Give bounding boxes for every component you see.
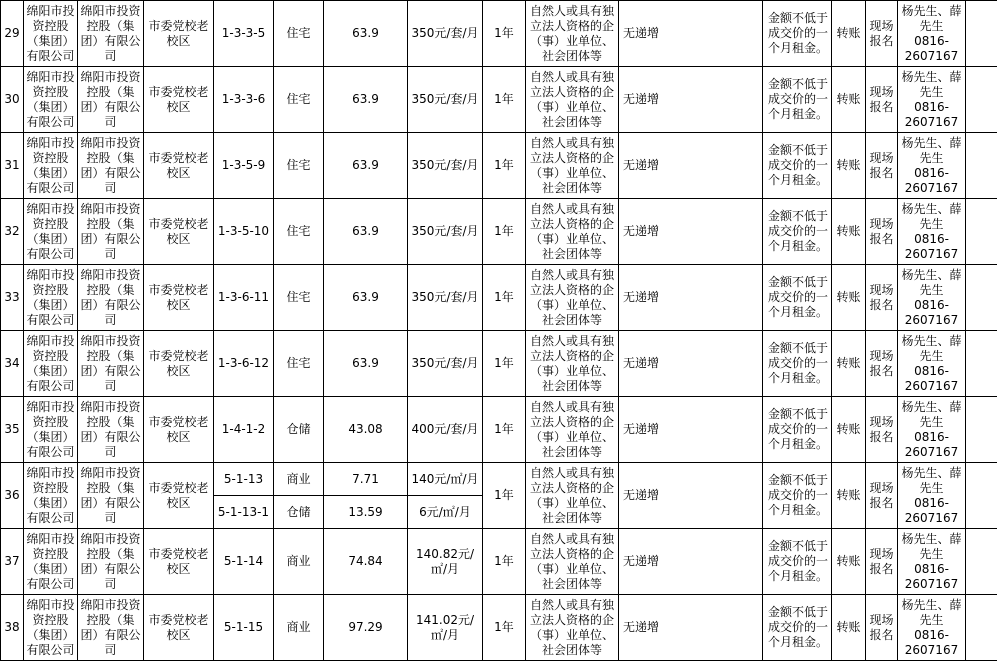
cell-note	[966, 67, 997, 133]
cell-company-1: 绵阳市投资控股（集团）有限公司	[24, 265, 78, 331]
cell-payment: 转账	[832, 463, 866, 529]
cell-company-2: 绵阳市投资控股（集团）有限公司	[78, 595, 144, 661]
cell-eligibility: 自然人或具有独立法人资格的企（事）业单位、社会团体等	[526, 331, 619, 397]
cell-eligibility: 自然人或具有独立法人资格的企（事）业单位、社会团体等	[526, 397, 619, 463]
cell-type: 住宅	[274, 199, 324, 265]
cell-payment: 转账	[832, 529, 866, 595]
contact-phone: 0816-2607167	[904, 99, 959, 129]
cell-eligibility: 自然人或具有独立法人资格的企（事）业单位、社会团体等	[526, 529, 619, 595]
cell-term: 1年	[483, 133, 526, 199]
contact-name: 杨先生、薛先生	[901, 399, 962, 429]
cell-price: 350元/套/月	[408, 1, 483, 67]
cell-unit: 5-1-13	[214, 463, 274, 496]
cell-type: 住宅	[274, 1, 324, 67]
cell-company-2: 绵阳市投资控股（集团）有限公司	[78, 397, 144, 463]
cell-term: 1年	[483, 529, 526, 595]
cell-eligibility: 自然人或具有独立法人资格的企（事）业单位、社会团体等	[526, 67, 619, 133]
contact-name: 杨先生、薛先生	[901, 465, 962, 495]
cell-deposit: 金额不低于成交价的一个月租金。	[763, 133, 832, 199]
cell-area: 63.9	[324, 265, 408, 331]
cell-company-1: 绵阳市投资控股（集团）有限公司	[24, 1, 78, 67]
cell-eligibility: 自然人或具有独立法人资格的企（事）业单位、社会团体等	[526, 265, 619, 331]
contact-name: 杨先生、薛先生	[901, 201, 962, 231]
cell-term: 1年	[483, 67, 526, 133]
cell-area: 63.9	[324, 199, 408, 265]
cell-term: 1年	[483, 463, 526, 529]
cell-increase: 无递增	[619, 595, 763, 661]
cell-location: 市委党校老校区	[144, 133, 214, 199]
cell-payment: 转账	[832, 1, 866, 67]
cell-deposit: 金额不低于成交价的一个月租金。	[763, 67, 832, 133]
cell-company-2: 绵阳市投资控股（集团）有限公司	[78, 529, 144, 595]
contact-phone: 0816-2607167	[904, 165, 959, 195]
cell-increase: 无递增	[619, 1, 763, 67]
cell-deposit: 金额不低于成交价的一个月租金。	[763, 397, 832, 463]
cell-price: 350元/套/月	[408, 331, 483, 397]
cell-price: 141.02元/㎡/月	[408, 595, 483, 661]
cell-term: 1年	[483, 265, 526, 331]
table-row	[1, 199, 997, 265]
cell-seq: 30	[1, 67, 24, 133]
cell-company-1: 绵阳市投资控股（集团）有限公司	[24, 463, 78, 529]
cell-seq: 34	[1, 331, 24, 397]
cell-company-2: 绵阳市投资控股（集团）有限公司	[78, 199, 144, 265]
cell-unit: 1-3-6-11	[214, 265, 274, 331]
cell-registration: 现场报名	[866, 397, 898, 463]
cell-deposit: 金额不低于成交价的一个月租金。	[763, 331, 832, 397]
cell-price: 350元/套/月	[408, 67, 483, 133]
cell-location: 市委党校老校区	[144, 463, 214, 529]
cell-term: 1年	[483, 595, 526, 661]
cell-increase: 无递增	[619, 133, 763, 199]
cell-deposit: 金额不低于成交价的一个月租金。	[763, 463, 832, 529]
cell-deposit: 金额不低于成交价的一个月租金。	[763, 595, 832, 661]
cell-registration: 现场报名	[866, 265, 898, 331]
contact-phone: 0816-2607167	[904, 429, 959, 459]
cell-type: 仓储	[274, 397, 324, 463]
table-row	[1, 67, 997, 133]
cell-eligibility: 自然人或具有独立法人资格的企（事）业单位、社会团体等	[526, 1, 619, 67]
cell-company-2: 绵阳市投资控股（集团）有限公司	[78, 331, 144, 397]
cell-payment: 转账	[832, 67, 866, 133]
table-row	[1, 595, 997, 661]
cell-unit: 5-1-15	[214, 595, 274, 661]
cell-payment: 转账	[832, 199, 866, 265]
cell-price: 350元/套/月	[408, 265, 483, 331]
cell-contact	[898, 1, 966, 67]
cell-term: 1年	[483, 1, 526, 67]
contact-name: 杨先生、薛先生	[901, 69, 962, 99]
contact-phone: 0816-2607167	[904, 561, 959, 591]
cell-contact	[898, 595, 966, 661]
cell-registration: 现场报名	[866, 133, 898, 199]
cell-company-1: 绵阳市投资控股（集团）有限公司	[24, 199, 78, 265]
cell-note	[966, 1, 997, 67]
cell-company-2: 绵阳市投资控股（集团）有限公司	[78, 463, 144, 529]
cell-registration: 现场报名	[866, 199, 898, 265]
cell-price: 6元/㎡/月	[408, 496, 483, 529]
cell-price: 350元/套/月	[408, 133, 483, 199]
cell-unit: 1-4-1-2	[214, 397, 274, 463]
cell-unit: 1-3-6-12	[214, 331, 274, 397]
cell-increase: 无递增	[619, 265, 763, 331]
contact-phone: 0816-2607167	[904, 627, 959, 657]
cell-registration: 现场报名	[866, 1, 898, 67]
cell-contact	[898, 67, 966, 133]
table-row	[1, 265, 997, 331]
cell-contact	[898, 331, 966, 397]
table-row	[1, 1, 997, 67]
cell-payment: 转账	[832, 397, 866, 463]
cell-unit: 1-3-5-10	[214, 199, 274, 265]
cell-contact	[898, 529, 966, 595]
cell-location: 市委党校老校区	[144, 265, 214, 331]
cell-company-1: 绵阳市投资控股（集团）有限公司	[24, 595, 78, 661]
cell-area: 43.08	[324, 397, 408, 463]
cell-payment: 转账	[832, 595, 866, 661]
cell-area: 13.59	[324, 496, 408, 529]
cell-unit: 1-3-3-6	[214, 67, 274, 133]
cell-note	[966, 595, 997, 661]
cell-registration: 现场报名	[866, 331, 898, 397]
cell-area: 63.9	[324, 67, 408, 133]
cell-area: 63.9	[324, 1, 408, 67]
cell-area: 63.9	[324, 331, 408, 397]
cell-unit: 5-1-14	[214, 529, 274, 595]
cell-location: 市委党校老校区	[144, 529, 214, 595]
cell-payment: 转账	[832, 133, 866, 199]
cell-increase: 无递增	[619, 331, 763, 397]
cell-note	[966, 133, 997, 199]
cell-company-1: 绵阳市投资控股（集团）有限公司	[24, 67, 78, 133]
cell-price: 140元/㎡/月	[408, 463, 483, 496]
contact-name: 杨先生、薛先生	[901, 531, 962, 561]
cell-unit: 5-1-13-1	[214, 496, 274, 529]
cell-company-2: 绵阳市投资控股（集团）有限公司	[78, 265, 144, 331]
table-row	[1, 397, 997, 463]
table-row	[1, 463, 997, 496]
cell-deposit: 金额不低于成交价的一个月租金。	[763, 265, 832, 331]
cell-seq: 35	[1, 397, 24, 463]
cell-area: 97.29	[324, 595, 408, 661]
cell-seq: 37	[1, 529, 24, 595]
cell-type: 商业	[274, 463, 324, 496]
cell-deposit: 金额不低于成交价的一个月租金。	[763, 529, 832, 595]
contact-phone: 0816-2607167	[904, 33, 959, 63]
cell-type: 商业	[274, 529, 324, 595]
cell-eligibility: 自然人或具有独立法人资格的企（事）业单位、社会团体等	[526, 463, 619, 529]
cell-seq: 29	[1, 1, 24, 67]
cell-eligibility: 自然人或具有独立法人资格的企（事）业单位、社会团体等	[526, 199, 619, 265]
cell-type: 住宅	[274, 133, 324, 199]
cell-price: 400元/套/月	[408, 397, 483, 463]
cell-price: 140.82元/㎡/月	[408, 529, 483, 595]
cell-type: 住宅	[274, 331, 324, 397]
cell-location: 市委党校老校区	[144, 397, 214, 463]
cell-term: 1年	[483, 331, 526, 397]
cell-registration: 现场报名	[866, 67, 898, 133]
contact-name: 杨先生、薛先生	[901, 333, 962, 363]
cell-increase: 无递增	[619, 463, 763, 529]
cell-price: 350元/套/月	[408, 199, 483, 265]
cell-increase: 无递增	[619, 397, 763, 463]
cell-payment: 转账	[832, 331, 866, 397]
cell-contact	[898, 463, 966, 529]
table-row	[1, 133, 997, 199]
cell-increase: 无递增	[619, 67, 763, 133]
cell-seq: 36	[1, 463, 24, 529]
cell-deposit: 金额不低于成交价的一个月租金。	[763, 199, 832, 265]
cell-increase: 无递增	[619, 199, 763, 265]
cell-location: 市委党校老校区	[144, 199, 214, 265]
contact-phone: 0816-2607167	[904, 495, 959, 525]
cell-company-2: 绵阳市投资控股（集团）有限公司	[78, 1, 144, 67]
cell-type: 住宅	[274, 67, 324, 133]
cell-contact	[898, 265, 966, 331]
cell-deposit: 金额不低于成交价的一个月租金。	[763, 1, 832, 67]
cell-seq: 38	[1, 595, 24, 661]
cell-area: 7.71	[324, 463, 408, 496]
cell-company-2: 绵阳市投资控股（集团）有限公司	[78, 133, 144, 199]
table-row	[1, 331, 997, 397]
cell-note	[966, 199, 997, 265]
cell-registration: 现场报名	[866, 595, 898, 661]
cell-seq: 32	[1, 199, 24, 265]
cell-location: 市委党校老校区	[144, 331, 214, 397]
cell-note	[966, 397, 997, 463]
contact-phone: 0816-2607167	[904, 297, 959, 327]
contact-name: 杨先生、薛先生	[901, 3, 962, 33]
cell-unit: 1-3-5-9	[214, 133, 274, 199]
contact-phone: 0816-2607167	[904, 363, 959, 393]
cell-contact	[898, 133, 966, 199]
cell-location: 市委党校老校区	[144, 67, 214, 133]
cell-note	[966, 463, 997, 529]
cell-registration: 现场报名	[866, 529, 898, 595]
cell-term: 1年	[483, 397, 526, 463]
cell-note	[966, 529, 997, 595]
cell-company-1: 绵阳市投资控股（集团）有限公司	[24, 133, 78, 199]
cell-contact	[898, 199, 966, 265]
cell-unit: 1-3-3-5	[214, 1, 274, 67]
cell-note	[966, 265, 997, 331]
cell-registration: 现场报名	[866, 463, 898, 529]
cell-company-1: 绵阳市投资控股（集团）有限公司	[24, 331, 78, 397]
cell-company-1: 绵阳市投资控股（集团）有限公司	[24, 397, 78, 463]
cell-payment: 转账	[832, 265, 866, 331]
cell-company-2: 绵阳市投资控股（集团）有限公司	[78, 67, 144, 133]
cell-seq: 31	[1, 133, 24, 199]
cell-type: 商业	[274, 595, 324, 661]
contact-name: 杨先生、薛先生	[901, 597, 962, 627]
contact-name: 杨先生、薛先生	[901, 135, 962, 165]
cell-location: 市委党校老校区	[144, 1, 214, 67]
cell-company-1: 绵阳市投资控股（集团）有限公司	[24, 529, 78, 595]
table-row	[1, 529, 997, 595]
cell-increase: 无递增	[619, 529, 763, 595]
cell-location: 市委党校老校区	[144, 595, 214, 661]
cell-eligibility: 自然人或具有独立法人资格的企（事）业单位、社会团体等	[526, 595, 619, 661]
cell-seq: 33	[1, 265, 24, 331]
cell-type: 仓储	[274, 496, 324, 529]
cell-area: 74.84	[324, 529, 408, 595]
cell-note	[966, 331, 997, 397]
cell-eligibility: 自然人或具有独立法人资格的企（事）业单位、社会团体等	[526, 133, 619, 199]
cell-term: 1年	[483, 199, 526, 265]
contact-name: 杨先生、薛先生	[901, 267, 962, 297]
cell-type: 住宅	[274, 265, 324, 331]
cell-contact	[898, 397, 966, 463]
contact-phone: 0816-2607167	[904, 231, 959, 261]
cell-area: 63.9	[324, 133, 408, 199]
